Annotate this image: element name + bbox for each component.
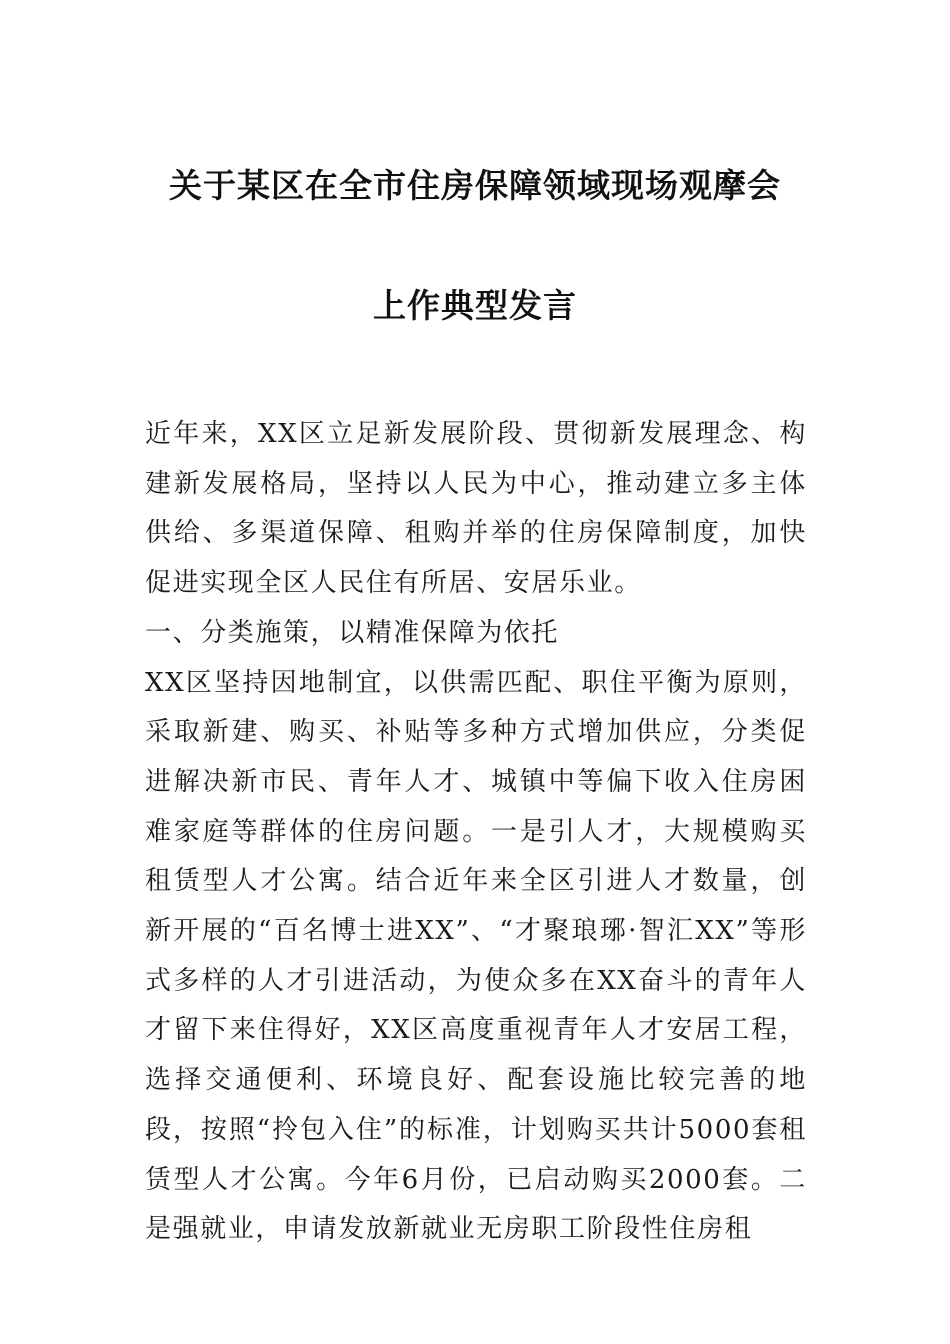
intro-paragraph: 近年来，XX区立足新发展阶段、贯彻新发展理念、构建新发展格局，坚持以人民为中心，推动建立多主体供给、多渠道保障、租购并举的住房保障制度，加快促进实现全区人民住有所居、安居乐业。 (145, 419, 807, 599)
document-title-line-1: 关于某区在全市住房保障领域现场观摩会 (169, 166, 781, 205)
section-heading: 一、分类施策，以精准保障为依托 (145, 617, 560, 648)
section-paragraph: XX区坚持因地制宜，以供需匹配、职住平衡为原则，采取新建、购买、补贴等多种方式增加供应，分类促进解决新市民、青年人才、城镇中等偏下收入住房困难家庭等群体的住房问题。一是引人才，大规模购买租赁型人才公寓。结合近年来全区引进人才数量，创新开展的“百名博士进XX”、“才聚琅琊·智汇XX”等形式多样的人才引进活动，为使众多在XX奋斗的青年人才留下来住得好，XX区高度重视青年人才安居工程，选择交通便利、环境良好、配套设施比较完善的地段，按照“拎包入住”的标准，计划购买共计5000套租赁型人才公寓。今年6月份，已启动购买2000套。二是强就业，申请发放新就业无房职工阶段性住房租 (145, 667, 807, 1245)
document-body (145, 410, 807, 1255)
document-title-line-2: 上作典型发言 (373, 286, 577, 325)
